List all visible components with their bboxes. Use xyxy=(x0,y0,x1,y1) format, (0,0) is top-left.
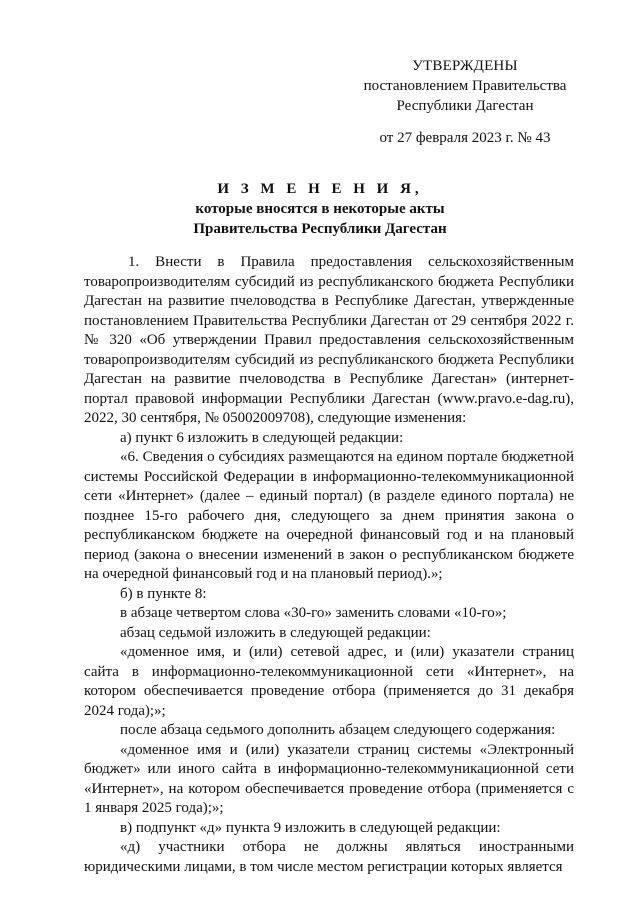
heading-line-2: Правительства Республики Дагестан xyxy=(193,221,447,237)
paragraph-8: после абзаца седьмого дополнить абзацем следующего содержания: xyxy=(120,722,556,738)
heading-line-1: которые вносятся в некоторые акты xyxy=(195,201,445,217)
approval-block xyxy=(330,56,600,148)
paragraph-7: «доменное имя, и (или) сетевой адрес, и (или) указатели страниц сайта в информационно-телекоммуникационной сети «Интернет», на котором обеспечивается проведение отбора (применяется до 31 декабря 2024 года);»; xyxy=(84,644,574,719)
paragraph-9: «доменное имя и (или) указатели страниц системы «Электронный бюджет» или иного сайта в информационно-телекоммуникационной сети «Интернет», на котором обеспечивается проведение отбора (применяется с 1 января 2025 года);»; xyxy=(84,741,574,816)
approval-line-1: постановлением Правительства xyxy=(363,78,567,94)
paragraph-2: а) пункт 6 изложить в следующей редакции: xyxy=(120,429,404,446)
approval-date: от 27 февраля 2023 г. № 43 xyxy=(379,130,551,146)
heading-title: И З М Е Н Е Н И Я, xyxy=(217,181,423,197)
paragraph-5: в абзаце четвертом слова «30-го» заменить словами «10-го»; xyxy=(120,605,507,621)
paragraph-4: б) в пункте 8: xyxy=(120,585,207,602)
paragraph-1: 1. Внести в Правила предоставления сельскохозяйственным товаропроизводителям субсидий из республиканского бюджета Республики Дагестан на развитие пчеловодства в Республике Дагестан, утвержденные постановлением Правительства Республики Дагестан от 29 сентября 2022 г. № 320 «Об утверждении Правил предоставления сельскохозяйственным товаропроизводителям субсидий из республиканского бюджета Республики Дагестан на развитие пчеловодства в Республике Дагестан» (интернет-портал правовой информации Республики Дагестан (www.pravo.e-dag.ru), 2022, 30 сентября, № 05002009708), следующие изменения: xyxy=(84,254,574,426)
paragraph-3: «6. Сведения о субсидиях размещаются на едином портале бюджетной системы Российской Федерации в информационно-телекоммуникационной сети «Интернет» (далее – единый портал) (в разделе единого портала) не позднее 15-го рабочего дня, следующего за днем принятия закона о республиканском бюджете на очередной финансовый год и на плановый период (закона о внесении изменений в закон о республиканском бюджете на очередной финансовый год и на плановый период).»; xyxy=(84,449,574,582)
document-body xyxy=(84,253,574,877)
paragraph-11: «д) участники отбора не должны являться иностранными юридическими лицами, в том числе местом регистрации которых является xyxy=(84,839,574,875)
paragraph-6: абзац седьмой изложить в следующей редакции: xyxy=(120,624,431,641)
document-heading xyxy=(80,179,560,239)
paragraph-10: в) подпункт «д» пункта 9 изложить в следующей редакции: xyxy=(120,819,501,836)
approval-line-2: Республики Дагестан xyxy=(396,98,534,114)
approval-title: УТВЕРЖДЕНЫ xyxy=(412,58,518,74)
